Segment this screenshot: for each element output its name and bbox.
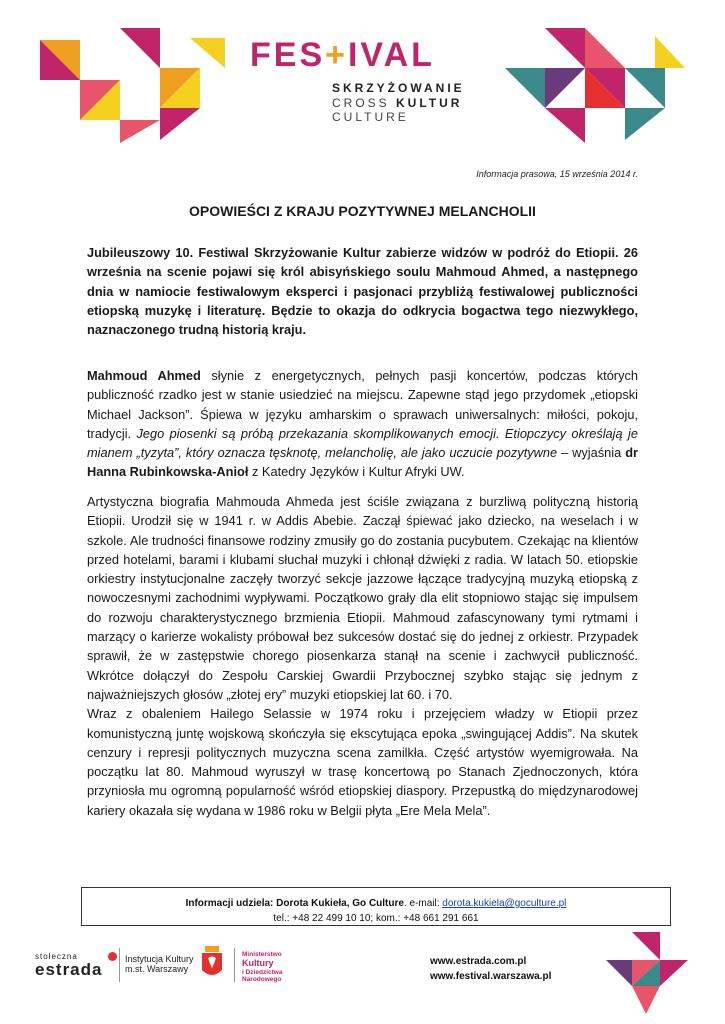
email-link[interactable]: dorota.kukiela@goculture.pl <box>442 898 567 909</box>
logo-cross-text: CROSS <box>332 96 397 110</box>
ministry-line-4: Narodowego <box>242 976 282 984</box>
website-festival[interactable]: www.festival.warszawa.pl <box>430 971 552 982</box>
website-estrada[interactable]: www.estrada.com.pl <box>430 956 527 967</box>
ministry-line-2: Kultury <box>242 958 274 969</box>
email-label: . e-mail: <box>403 898 443 909</box>
decorative-pattern-right <box>505 28 685 143</box>
estrada-badge-icon <box>108 952 117 961</box>
page-title: OPOWIEŚCI Z KRAJU POZYTYWNEJ MELANCHOLII <box>189 203 536 219</box>
logo-ival: IVAL <box>347 36 435 74</box>
ministry-logo <box>242 951 282 984</box>
footer-divider-2 <box>234 948 235 982</box>
contact-info <box>81 898 671 909</box>
ministry-line-3: i Dziedzictwa <box>242 968 283 976</box>
festival-logo <box>250 38 435 72</box>
estrada-top: stołeczna <box>35 952 78 961</box>
warsaw-coat-of-arms-icon <box>200 946 224 982</box>
logo-line-1: SKRZYŻOWANIE <box>332 81 465 95</box>
logo-kultur-text: KULTUR <box>396 96 463 110</box>
p1-text-1: słynie z energetycznych, pełnych pasji koncertów, podczas których publiczność rzadko jest w stanie usiedzieć na miejscu. Zapewne stąd jego przydomek „etiopski Michael Jackson”. Śpiewa w języku amharskim o sprawach uniwersalnych: miłości, pokoju, tradycji. <box>87 368 638 441</box>
history-text: Wraz z obaleniem Hailego Selassie w 1974 roku i przejęciem władzy w Etiopii przez komunistyczną juntę wojskową skończyła się ekscytująca epoka „swingującej Addis”. Na skutek cenzury i represji politycznych muzyczna scena zamilkła. Część artystów wyemigrowała. Na początku lat 80. Mahmoud wyruszył w trasę koncertową po Stanach Zjednoczonych, która przyniosła mu ogromną popularność wśród etiopskiej diaspory. Przepustką do międzynarodowej kariery okazała się wydana w 1986 roku w Belgii płyta „Ere Mela Mela”. <box>87 706 638 818</box>
expert-name: dr Hanna Rubinkowska-Anioł <box>87 445 638 480</box>
footer-divider <box>119 948 120 982</box>
contact-phones: tel.: +48 22 499 10 10; kom.: +48 661 291 661 <box>273 913 479 924</box>
logo-fes: FES <box>250 36 326 74</box>
estrada-logo <box>35 952 115 980</box>
p1-text-3: z Katedry Języków i Kultur Afryki UW. <box>248 464 465 480</box>
artist-name: Mahmoud Ahmed <box>87 368 201 383</box>
biography-text: Artystyczna biografia Mahmouda Ahmeda jest ściśle związana z burzliwą polityczną historią Etiopii. Urodził się w 1941 r. w Addis Abebie. Zaczął śpiewać jako dziecko, na weselach i w szkole. Ale trudności finansowe rodziny zmusiły go do zostania pucybutem. Czekając na klientów przed hotelami, barami i klubami słuchał muzyki i chłonął dźwięki z radia. W latach 50. etiopskie orkiestry instytucjonalne zaczęły tworzyć sekcje jazzowe łączące tradycyjną muzyką etiopską z nowoczesnymi zachodnimi wypływami. Początkowo grały dla elit stopniowo stając się impulsem do rozwoju charakterystycznego brzmienia Etiopii. Mahmoud zafascynowany tymi rytmami i marzący o karierze wokalisty próbował bez sukcesów dostać się do jednej z orkiestr. Przypadek sprawił, że w zastępstwie chorego piosenkarza stanął na scenie i zachwycił publiczność. Wkrótce dołączył do Zespołu Carskiej Gwardii Przybocznej szybko stając się jednym z najważniejszych głosów „złotej ery” muzyki etiopskiej lat 60. i 70. <box>87 494 638 702</box>
expert-quote: Jego piosenki są próbą przekazania skomplikowanych emocji. Etiopczycy określają je mianem „tyzyta”, który oznacza tęsknotę, melancholię, ale jako uczucie pozytywne <box>87 425 638 461</box>
logo-line-3: CULTURE <box>332 110 409 124</box>
contact-label: Informacji udziela: Dorota Kukieła, Go Culture <box>185 898 404 909</box>
decorative-pattern-footer <box>606 932 688 1014</box>
lead-paragraph: Jubileuszowy 10. Festiwal Skrzyżowanie Kultur zabierze widzów w podróż do Etiopii. 26 września na scenie pojawi się król abisyńskiego soulu Mahmoud Ahmed, a następnego dnia w namiocie festiwalowym eksperci i pasjonaci przybliżą festiwalowej publiczności etiopską muzykę i literaturę. Będzie to okazja do odkrycia bogactwa tego niezwykłego, naznaczonego trudną historią kraju. <box>87 245 638 338</box>
decorative-pattern-left <box>40 28 225 143</box>
paragraph-biography <box>87 492 638 820</box>
institution-text <box>125 954 194 975</box>
institution-line-2: m.st. Warszawy <box>125 964 189 975</box>
logo-cross: + <box>325 36 348 74</box>
p1-text-2: – wyjaśnia <box>557 445 626 461</box>
press-release-date: Informacja prasowa, 15 września 2014 r. <box>476 169 638 179</box>
paragraph-mahmoud <box>87 366 638 482</box>
ministry-line-1: Ministerstwo <box>242 951 282 958</box>
logo-line-2 <box>332 97 462 109</box>
institution-line-1: Instytucja Kultury <box>125 954 194 964</box>
estrada-main: estrada <box>35 960 103 980</box>
